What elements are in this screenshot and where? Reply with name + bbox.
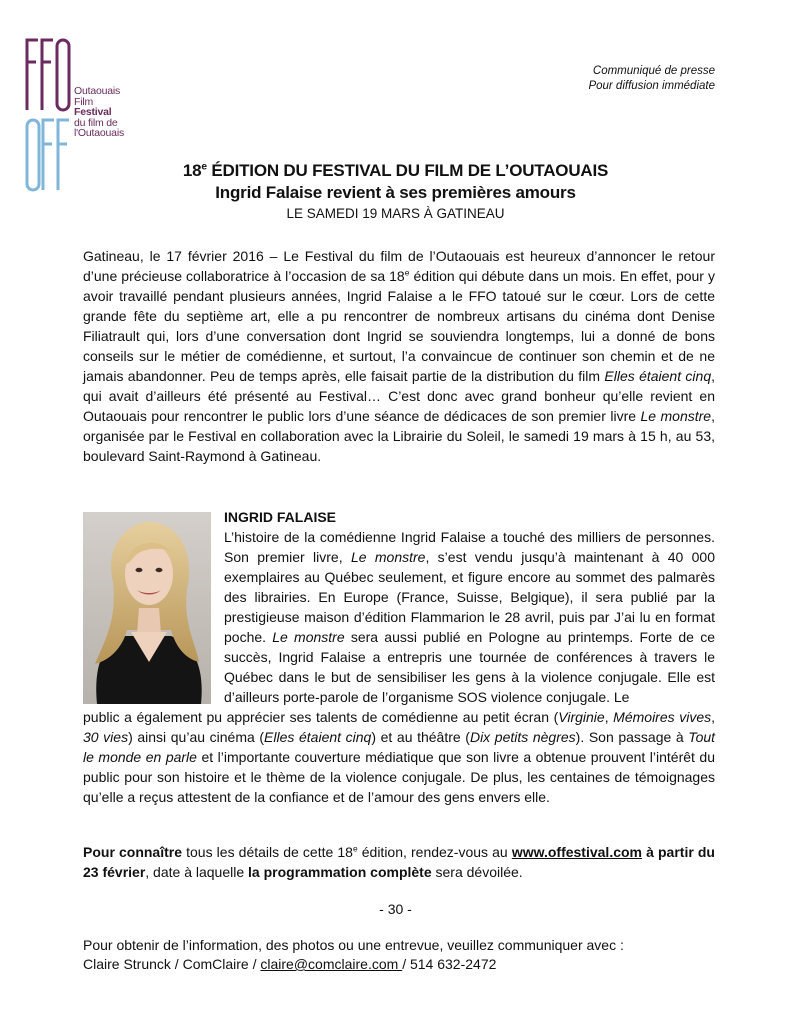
closing-text-4: sera dévoilée. <box>431 864 523 880</box>
intro-superscript: e <box>404 267 410 278</box>
logo-line-3: Festival <box>74 106 112 118</box>
event-date: LE SAMEDI 19 MARS À GATINEAU <box>286 206 505 221</box>
bio-film: Elles étaient cinq <box>264 729 372 745</box>
intro-film-title: Elles étaient cinq <box>604 368 712 384</box>
logo-line-5: l'Outaouais <box>74 127 125 139</box>
bio-text-2: , s’est vendu jusqu’à maintenant à 40 000 exemplaires au Québec seulement, et figure encore au sommet des palmarès des librairies. En Europe (France, Suisse, Belgique), il sera publié par la prestigieuse maison d’édition Flammarion le 28 avril, puis par J’ai lu en format poche. <box>224 549 716 645</box>
intro-text-2: édition qui débute dans un mois. En effet, pour y avoir travaillé pendant plusieurs années, Ingrid Falaise a le FFO tatoué sur le cœur. Lors de cette grande fête du septième art, elle a pu rencontrer de nombreux artisans du cinéma dont Denise Filiatrault qui, lors d’une conversation dont Ingrid se souviendra longtemps, lui a donné de bons conseils sur le métier de comédienne, et surtout, l’a convaincue de continuer son chemin et de ne jamais abandonner. Peu de temps après, elle faisait partie de la distribution du film <box>83 268 716 384</box>
bio-text-3: sera aussi publié en Pologne au printemps. Forte de ce succès, Ingrid Falaise a entrepris une tournée de conférences à travers le Québec dans le but de sensibiliser les gens à la violence conjugale. Elle est d’ailleurs porte-parole de l’organisme SOS violence conjugale. Le <box>224 629 715 705</box>
press-label: Communiqué de presse <box>592 65 715 77</box>
bio-show-1: Virginie <box>558 709 605 725</box>
bio-tv-show: Tout le monde en parle <box>83 729 716 765</box>
intro-text-3: , qui avait d’ailleurs été présenté au Festival… C’est donc avec grand bonheur qu’elle revient en Outaouais pour rencontrer le public lors d’une séance de dédicaces de son premier livre <box>83 368 716 424</box>
intro-paragraph <box>83 246 715 466</box>
closing-text-3: , date à laquelle <box>145 864 249 880</box>
website-link[interactable]: www.offestival.com <box>511 844 642 860</box>
bio-text-5: ) ainsi qu’au cinéma ( <box>128 729 265 745</box>
bio-text-8: et l’importante couverture médiatique que son livre a obtenue prouvent l’intérêt du public pour son histoire et le thème de la violence conjugale. De plus, les centaines de témoignages qu’elle a reçus attestent de la confiance et de l’amour des gens envers elle. <box>83 749 716 805</box>
end-marker: - 30 - <box>379 901 412 917</box>
closing-text-1: tous les détails de cette 18 <box>182 844 353 860</box>
bio-show-2: Mémoires vives <box>613 709 712 725</box>
contact-name: Claire Strunck / ComClaire / <box>83 956 261 972</box>
main-title <box>0 160 791 182</box>
bio-show-3: 30 vies <box>83 729 129 745</box>
bio-paragraph-top <box>224 527 715 707</box>
bio-text-1: L’histoire de la comédienne Ingrid Falaise a touché des milliers de personnes. Son premier livre, <box>224 529 715 565</box>
intro-text-1: Gatineau, le 17 février 2016 – Le Festival du film de l’Outaouais est heureux d’annoncer le retour d’une précieuse collaboratrice à l’occasion de sa 18 <box>83 248 715 284</box>
intro-book-title: Le monstre <box>640 408 712 424</box>
title-block <box>0 160 791 223</box>
bio-heading: INGRID FALAISE <box>224 509 337 525</box>
contact-block <box>83 936 723 974</box>
press-release-header <box>588 64 715 94</box>
intro-text-4: , organisée par le Festival en collaboration avec la Librairie du Soleil, le samedi 19 mars à 15 h, au 53, boulevard Saint-Raymond à Gatineau. <box>83 408 715 464</box>
closing-paragraph <box>83 842 715 882</box>
contact-phone: / 514 632-2472 <box>402 956 497 972</box>
bio-play: Dix petits nègres <box>469 729 576 745</box>
edition-superscript: e <box>201 161 207 173</box>
bio-sep-1: , <box>604 709 614 725</box>
closing-text-2: édition, rendez-vous au <box>357 844 512 860</box>
bio-book-title-2: Le monstre <box>272 629 345 645</box>
closing-bold-2: à partir du 23 février <box>83 844 715 880</box>
bio-text-7: ). Son passage à <box>575 729 689 745</box>
closing-superscript: e <box>352 843 358 854</box>
contact-intro: Pour obtenir de l’information, des photos ou une entrevue, veuillez communiquer avec : <box>83 937 624 953</box>
contact-email-link[interactable]: claire@comclaire.com <box>260 956 403 972</box>
bio-text-6: ) et au théâtre ( <box>371 729 470 745</box>
logo-wordmark <box>74 86 124 139</box>
closing-bold-3: la programmation complète <box>248 864 432 880</box>
edition-number: 18 <box>182 161 202 180</box>
subtitle: Ingrid Falaise revient à ses premières amours <box>215 183 576 202</box>
bio-book-title: Le monstre <box>350 549 426 565</box>
title-text: ÉDITION DU FESTIVAL DU FILM DE L’OUTAOUAIS <box>206 161 609 180</box>
ingrid-falaise-photo <box>83 512 211 704</box>
logo-line-2: Film <box>74 95 94 108</box>
ffo-logo-letters <box>24 36 72 112</box>
portrait-illustration <box>83 512 211 704</box>
closing-bold-1: Pour connaître <box>83 844 183 860</box>
bio-sep-2: , <box>711 709 715 725</box>
contact-line <box>83 955 723 974</box>
bio-paragraph-bottom <box>83 707 715 807</box>
logo-line-1: Outaouais <box>74 85 121 97</box>
bio-text-4: public a également pu apprécier ses talents de comédienne au petit écran ( <box>83 709 559 725</box>
logo-line-4: du film de <box>74 116 118 129</box>
release-label: Pour diffusion immédiate <box>588 80 715 92</box>
